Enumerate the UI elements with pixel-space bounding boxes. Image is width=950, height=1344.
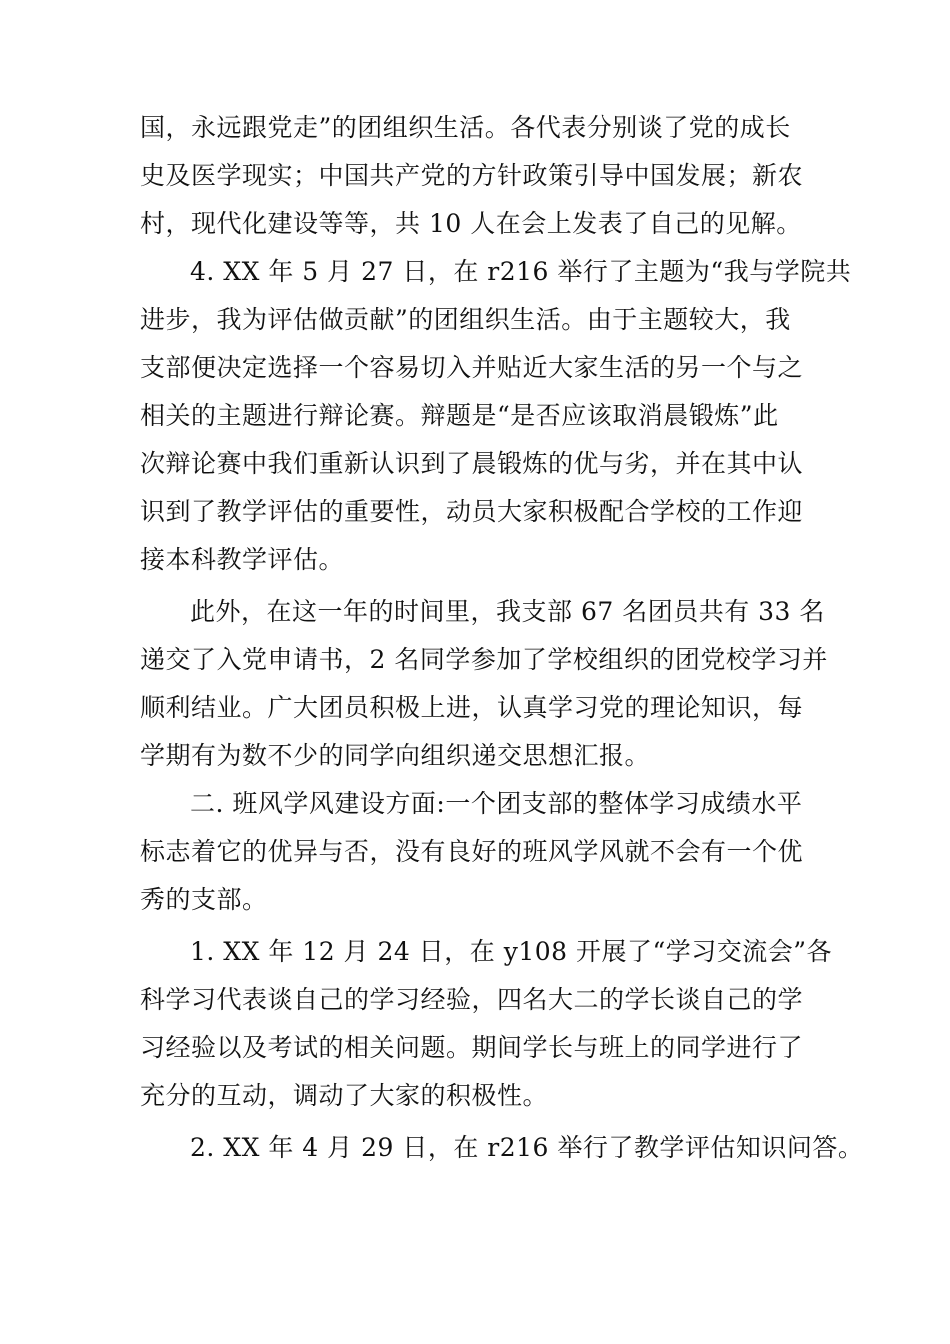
text-line: 4. XX 年 5 月 27 日，在 r216 举行了主题为“我与学院共 [190,257,852,286]
paragraph-item-1-exchange [140,928,833,1120]
text-line: 次辩论赛中我们重新认识到了晨锻炼的优与劣，并在其中认 [140,449,804,478]
text-line: 递交了入党申请书，2 名同学参加了学校组织的团党校学习并 [140,645,828,674]
text-line: 顺利结业。广大团员积极上进，认真学习党的理论知识，每 [140,693,804,722]
text-line: 秀的支部。 [140,885,268,914]
paragraph-section-2-heading [140,780,820,924]
text-line: 二. 班风学风建设方面:一个团支部的整体学习成绩水平 [190,789,803,818]
text-line: 2. XX 年 4 月 29 日，在 r216 举行了教学评估知识问答。 [190,1133,864,1162]
text-line: 接本科教学评估。 [140,545,345,574]
text-line: 标志着它的优异与否，没有良好的班风学风就不会有一个优 [140,837,804,866]
text-line: 史及医学现实；中国共产党的方针政策引导中国发展；新农 [140,161,804,190]
paragraph-party-life-continued [140,104,820,248]
text-line: 充分的互动，调动了大家的积极性。 [140,1081,549,1110]
text-line: 此外，在这一年的时间里，我支部 67 名团员共有 33 名 [190,597,825,626]
text-line: 1. XX 年 12 月 24 日，在 y108 开展了“学习交流会”各 [190,937,833,966]
text-line: 支部便决定选择一个容易切入并贴近大家生活的另一个与之 [140,353,804,382]
paragraph-item-2-quiz [140,1124,864,1172]
paragraph-membership-summary [140,588,828,780]
text-line: 科学习代表谈自己的学习经验，四名大二的学长谈自己的学 [140,985,804,1014]
text-line: 村，现代化建设等等，共 10 人在会上发表了自己的见解。 [140,209,802,238]
text-line: 识到了教学评估的重要性，动员大家积极配合学校的工作迎 [140,497,804,526]
text-line: 学期有为数不少的同学向组织递交思想汇报。 [140,741,651,770]
text-line: 习经验以及考试的相关问题。期间学长与班上的同学进行了 [140,1033,804,1062]
paragraph-item-4-debate [140,248,852,584]
text-line: 国，永远跟党走”的团组织生活。各代表分别谈了党的成长 [140,113,791,142]
text-line: 进步，我为评估做贡献”的团组织生活。由于主题较大，我 [140,305,791,334]
text-line: 相关的主题进行辩论赛。辩题是“是否应该取消晨锻炼”此 [140,401,779,430]
document-body [140,104,864,1172]
